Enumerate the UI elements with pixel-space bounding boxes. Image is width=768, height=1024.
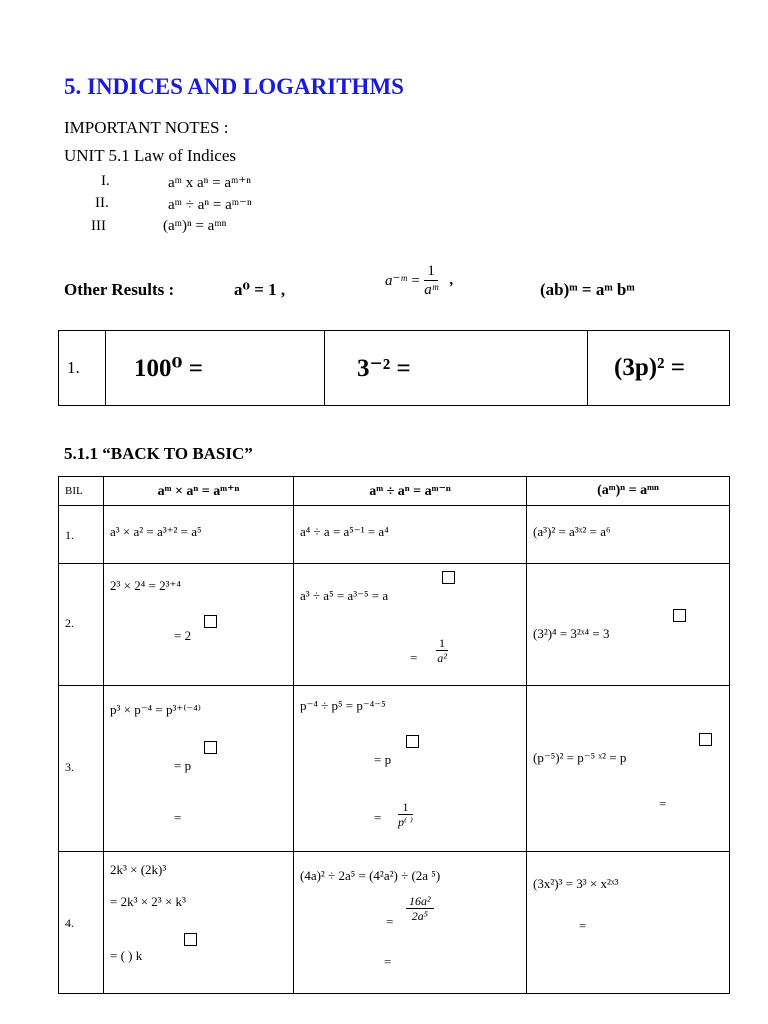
answer-box[interactable] — [184, 930, 197, 946]
cell-text: = — [579, 918, 587, 933]
cell-text: = — [374, 810, 382, 825]
header-bil: BIL — [59, 477, 104, 506]
cell-text: = 2 — [174, 628, 192, 643]
unit-label: UNIT 5.1 Law of Indices — [64, 146, 237, 165]
negative-power-denominator: aᵐ — [424, 282, 439, 298]
fraction-numerator: 1 — [398, 800, 413, 815]
cell-text: (a³)² = a³ˣ² = a⁶ — [533, 524, 611, 539]
negative-power-numerator: 1 — [424, 262, 438, 281]
negative-power-rule: a⁻ᵐ = $\frac{1}{\text{aᵐ}}$ , — [385, 263, 454, 298]
law-text-3: (aᵐ)ⁿ = aᵐⁿ — [163, 218, 227, 234]
answer-box[interactable] — [442, 568, 455, 584]
header-multiply: aᵐ × aⁿ = aᵐ⁺ⁿ — [104, 477, 294, 506]
fraction-numerator: 16a² — [406, 894, 434, 909]
fraction-denominator: p⁽ ⁾ — [398, 815, 413, 830]
cell-text: a⁴ ÷ a = a⁵⁻¹ = a⁴ — [300, 524, 389, 539]
answer-box[interactable] — [204, 738, 217, 754]
section-title: 5.1.1 “BACK TO BASIC” — [64, 444, 253, 463]
answer-box[interactable] — [673, 606, 686, 622]
table-row — [59, 506, 730, 564]
exercise-1-table — [58, 330, 730, 406]
cell-text: (3²)⁴ = 3²ˣ⁴ = 3 — [533, 626, 610, 641]
notes-label: IMPORTANT NOTES : — [64, 118, 229, 137]
law-numeral-3: III — [91, 218, 106, 234]
cell-text: a³ × a² = a³⁺² = a⁵ — [110, 524, 202, 539]
header-power: (aᵐ)ⁿ = aᵐⁿ — [527, 477, 730, 506]
cell-text: (4a)² ÷ 2a⁵ = (4²a²) ÷ (2a ⁵) — [300, 868, 441, 883]
answer-box[interactable] — [204, 612, 217, 628]
fraction — [398, 800, 413, 830]
other-results-label: Other Results : — [64, 280, 175, 299]
back-to-basic-table — [58, 476, 730, 994]
law-numeral-2: II. — [95, 195, 109, 211]
cell-text: 2k³ × (2k)³ — [110, 862, 167, 877]
header-divide: aᵐ ÷ aⁿ = aᵐ⁻ⁿ — [294, 477, 527, 506]
cell-text: = 2k³ × 2³ × k³ — [110, 894, 186, 909]
cell-text: = p — [174, 758, 192, 773]
page-title: 5. INDICES AND LOGARITHMS — [64, 74, 404, 99]
cell-text: = — [410, 650, 418, 665]
fraction — [436, 636, 448, 666]
exercise-1-number: 1. — [59, 331, 106, 406]
zero-power-rule: a⁰ = 1 , — [234, 280, 286, 299]
exercise-1-item-c: (3p)² = — [588, 331, 730, 406]
answer-box[interactable] — [699, 730, 712, 746]
row-number: 3. — [65, 760, 74, 774]
exercise-1-item-a: 100⁰ = — [106, 331, 325, 406]
table-row — [59, 564, 730, 686]
cell-text: p⁻⁴ ÷ p⁵ = p⁻⁴⁻⁵ — [300, 698, 386, 713]
row-number: 2. — [65, 616, 74, 630]
table-row — [59, 852, 730, 994]
fraction-numerator: 1 — [436, 636, 448, 651]
cell-text: = ( ) k — [110, 948, 143, 963]
law-numeral-1: I. — [101, 173, 110, 189]
cell-text: = p — [374, 752, 392, 767]
cell-text: = — [659, 796, 667, 811]
cell-text: (3x²)³ = 3³ × x²ˣ³ — [533, 876, 619, 891]
cell-text: = — [384, 954, 392, 969]
cell-text: (p⁻⁵)² = p⁻⁵ ˣ² = p — [533, 750, 627, 765]
law-text-1: aᵐ x aⁿ = aᵐ⁺ⁿ — [168, 175, 251, 191]
cell-text: a³ ÷ a⁵ = a³⁻⁵ = a — [300, 588, 389, 603]
law-text-2: aᵐ ÷ aⁿ = aᵐ⁻ⁿ — [168, 197, 252, 213]
answer-box[interactable] — [406, 732, 419, 748]
row-number: 4. — [65, 916, 74, 930]
fraction-denominator: a² — [437, 651, 447, 666]
exercise-1-item-b: 3⁻² = — [325, 331, 588, 406]
cell-text: = — [386, 914, 394, 929]
product-power-rule: (ab)ᵐ = aᵐ bᵐ — [540, 280, 635, 299]
fraction — [406, 894, 434, 924]
cell-text: 2³ × 2⁴ = 2³⁺⁴ — [110, 578, 181, 593]
cell-text: p³ × p⁻⁴ = p³⁺⁽⁻⁴⁾ — [110, 702, 201, 717]
row-number: 1. — [65, 528, 74, 542]
table-row — [59, 686, 730, 852]
fraction-denominator: 2a⁵ — [411, 909, 428, 924]
negative-power-lhs: a⁻ᵐ = — [385, 273, 421, 289]
cell-text: = — [174, 810, 182, 825]
